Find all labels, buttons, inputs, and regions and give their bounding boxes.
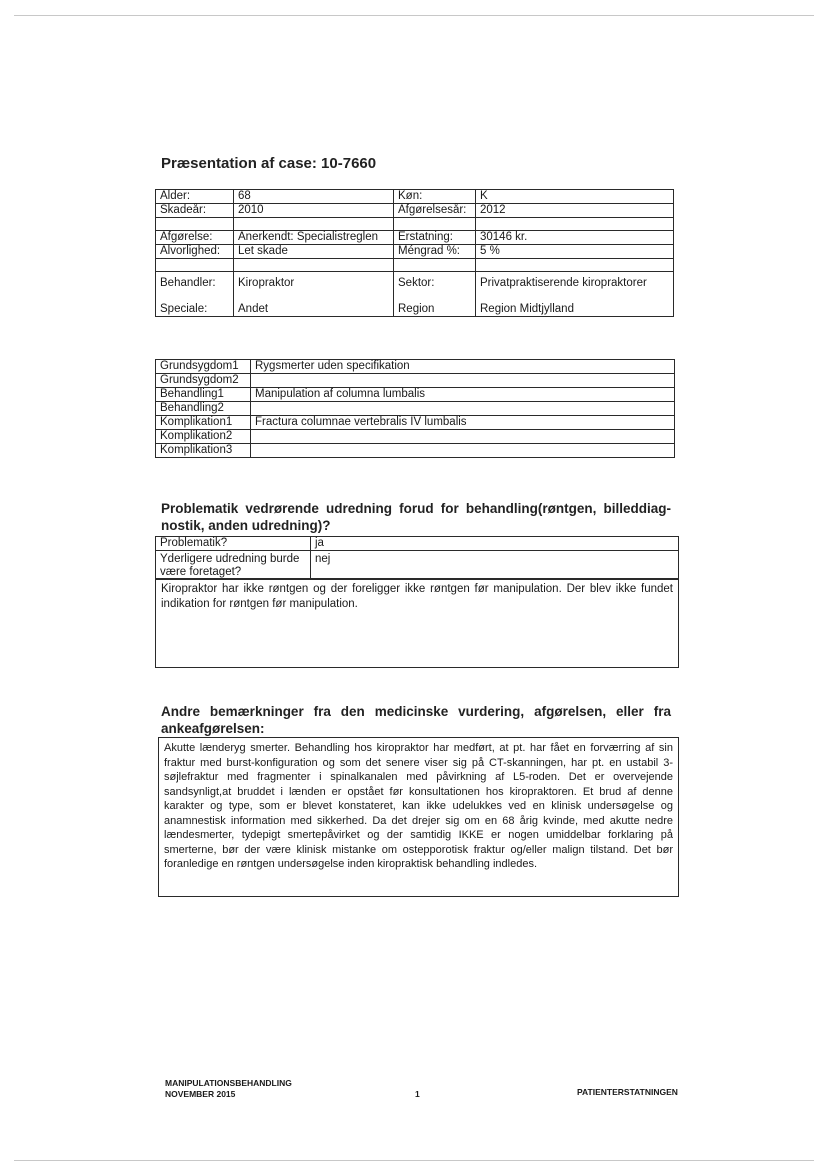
udredning-row [156, 537, 679, 551]
footer-title: MANIPULATIONSBEHANDLING [165, 1078, 292, 1088]
diagnosis-label: Komplikation3 [156, 444, 251, 458]
case-label: Behandler: [156, 272, 234, 295]
diagnosis-label: Behandling2 [156, 402, 251, 416]
case-value: Privatpraktiserende kiropraktorer [476, 272, 674, 295]
diagnosis-row [156, 416, 675, 430]
spacer-row [156, 259, 674, 272]
bemaerkninger-text: Akutte lænderyg smerter. Behandling hos kiropraktor har medført, at pt. har fået en forværring af sin fraktur med burst-konfiguration og som det senere viser sig på CT-skanningen, har pt. en ustabil 3-søjlefraktur med fragmenter i spinalkanalen med påvirkning af L5-roden. Det er overvejende sandsynligt,at bruddet i lænden er opstået før konsultationen hos kiropraktoren. Et brud af denne karakter og type, som er blevet konstateret, kan ikke udelukkes ved en klinisk undersøgelse og anamnestisk information med sikkerhed. Da det drejer sig om en 68 årig kvinde, med akutte nedre lændesmerter, tydepigt smertepåvirket og der samtidig IKKE er nogen umiddelbar forklaring på smerterne, bør der være klinisk mistanke om ostepporotisk fraktur og/eller malign tilstand. Det bør foranledige en røntgen undersøgelse inden kiropraktisk behandling indledes. [158, 737, 679, 897]
case-label: Afgørelsesår: [394, 204, 476, 218]
case-label: Speciale: [156, 294, 234, 317]
case-row [156, 245, 674, 259]
page-number: 1 [415, 1089, 420, 1099]
diagnosis-value [251, 430, 675, 444]
case-value: 68 [234, 190, 394, 204]
case-label: Méngrad %: [394, 245, 476, 259]
case-value: Andet [234, 294, 394, 317]
diagnosis-row [156, 402, 675, 416]
diagnosis-label: Behandling1 [156, 388, 251, 402]
footer-left [165, 1078, 292, 1100]
case-row [156, 204, 674, 218]
diagnosis-value: Manipulation af columna lumbalis [251, 388, 675, 402]
case-label: Køn: [394, 190, 476, 204]
case-value: 2010 [234, 204, 394, 218]
case-row [156, 190, 674, 204]
diagnosis-value: Fractura columnae vertebralis IV lumbalis [251, 416, 675, 430]
diagnosis-row [156, 374, 675, 388]
diagnosis-label: Komplikation1 [156, 416, 251, 430]
top-scan-line [14, 15, 814, 16]
case-value: Kiropraktor [234, 272, 394, 295]
case-label: Alvorlighed: [156, 245, 234, 259]
diagnosis-table [155, 359, 675, 458]
case-label: Erstatning: [394, 231, 476, 245]
case-label: Alder: [156, 190, 234, 204]
bottom-scan-line [14, 1160, 814, 1161]
udredning-value: nej [311, 551, 679, 580]
section-heading-udredning: Problematik vedrørende udredning forud for behandling(røntgen, billeddiag-nostik, anden udredning)? [161, 501, 671, 533]
diagnosis-label: Grundsygdom1 [156, 360, 251, 374]
footer-date: NOVEMBER 2015 [165, 1089, 236, 1099]
diagnosis-value: Rygsmerter uden specifikation [251, 360, 675, 374]
udredning-label: Problematik? [156, 537, 311, 551]
udredning-label: Yderligere udredning burde være foretaget? [156, 551, 311, 580]
diagnosis-value [251, 444, 675, 458]
udredning-comment: Kiropraktor har ikke røntgen og der foreligger ikke røntgen før manipulation. Der blev ikke fundet indikation for røntgen før manipulation. [155, 578, 679, 668]
footer-right: PATIENTERSTATNINGEN [577, 1087, 678, 1097]
page-title: Præsentation af case: 10-7660 [161, 155, 377, 172]
case-label: Sektor: [394, 272, 476, 295]
diagnosis-row [156, 388, 675, 402]
case-value: 2012 [476, 204, 674, 218]
case-value: Let skade [234, 245, 394, 259]
diagnosis-row [156, 360, 675, 374]
case-value: Region Midtjylland [476, 294, 674, 317]
case-row [156, 294, 674, 317]
section-heading-bemaerkninger: Andre bemærkninger fra den medicinske vurdering, afgørelsen, eller fra ankeafgørelsen: [161, 704, 671, 736]
case-value: Anerkendt: Specialistreglen [234, 231, 394, 245]
udredning-row [156, 551, 679, 580]
diagnosis-row [156, 444, 675, 458]
case-label: Region [394, 294, 476, 317]
case-value: 30146 kr. [476, 231, 674, 245]
case-label: Skadeår: [156, 204, 234, 218]
udredning-value: ja [311, 537, 679, 551]
case-value: 5 % [476, 245, 674, 259]
udredning-table [155, 536, 679, 580]
diagnosis-label: Komplikation2 [156, 430, 251, 444]
case-value: K [476, 190, 674, 204]
diagnosis-value [251, 402, 675, 416]
case-row [156, 231, 674, 245]
diagnosis-label: Grundsygdom2 [156, 374, 251, 388]
diagnosis-row [156, 430, 675, 444]
spacer-row [156, 218, 674, 231]
case-label: Afgørelse: [156, 231, 234, 245]
diagnosis-value [251, 374, 675, 388]
case-row [156, 272, 674, 295]
case-info-table [155, 189, 674, 317]
